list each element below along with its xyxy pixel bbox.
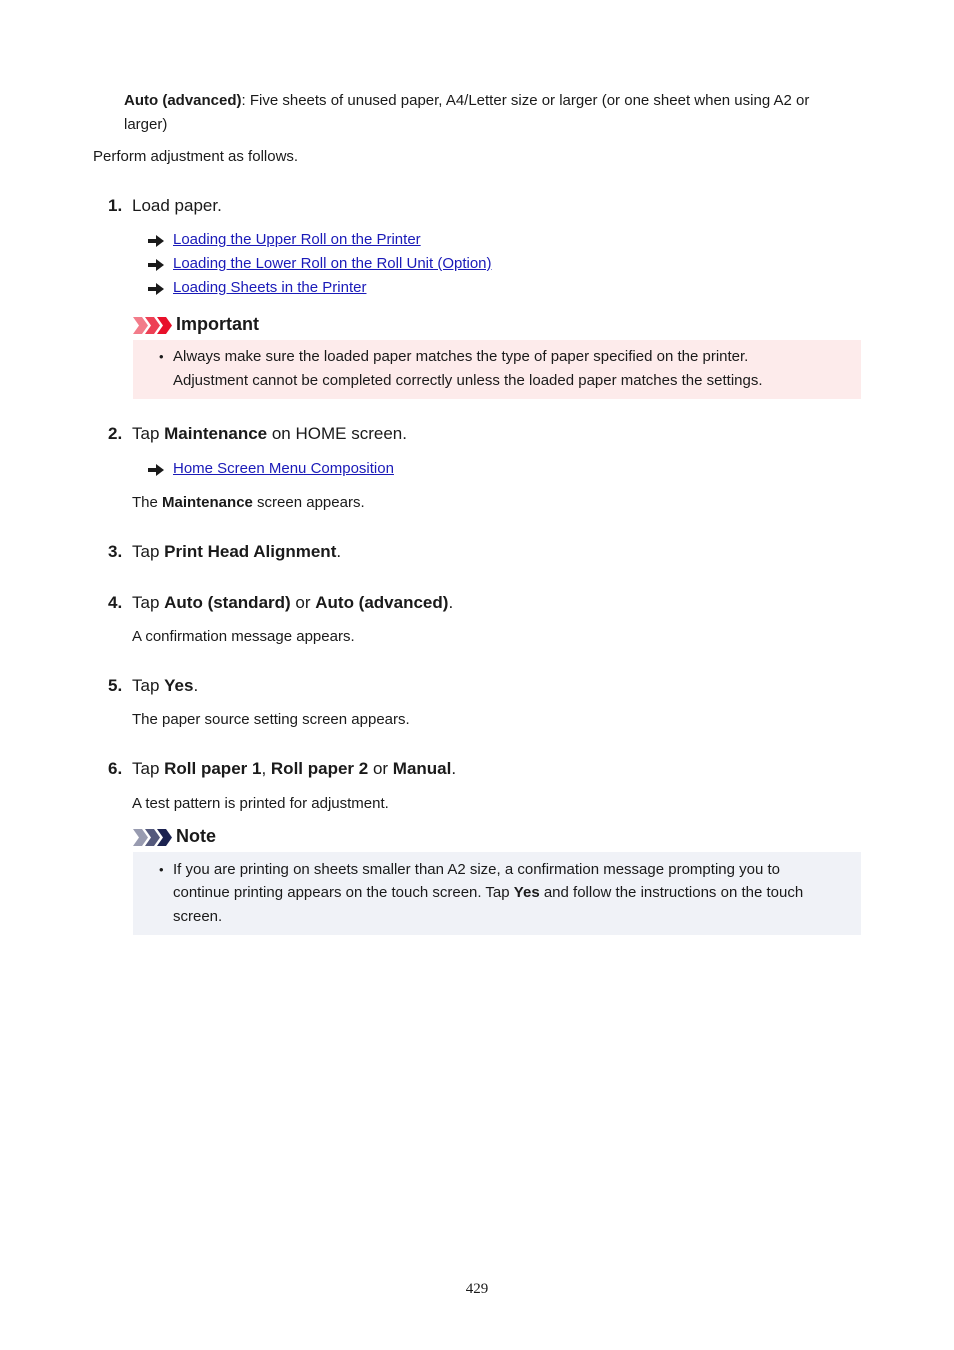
step-6-result: A test pattern is printed for adjustment. — [132, 795, 389, 812]
step-5-post: . — [193, 676, 199, 695]
step-5-result: The paper source setting screen appears. — [132, 711, 410, 728]
step-5-bold: Yes — [164, 676, 194, 695]
note-heading: Note — [176, 826, 216, 846]
intro-auto-advanced-line1 — [124, 89, 809, 113]
step-5-pre: Tap — [132, 676, 165, 695]
step-2-result-pre: The — [132, 494, 163, 511]
step-4-bold-2: Auto (advanced) — [315, 593, 449, 612]
step-3-bold: Print Head Alignment — [164, 542, 337, 561]
step-3-pre: Tap — [132, 542, 165, 561]
step-6-number: 6. — [108, 759, 123, 778]
note-line-3: screen. — [173, 908, 223, 925]
note-chevrons-icon — [133, 829, 173, 846]
step-6-text — [132, 759, 456, 779]
intro-auto-advanced-label: Auto (advanced) — [124, 92, 242, 109]
note-line-2-pre: continue printing appears on the touch screen. Tap — [173, 884, 514, 901]
step-6-post: . — [451, 759, 457, 778]
link-lower-roll[interactable]: Loading the Lower Roll on the Roll Unit (Option) — [173, 255, 492, 272]
step-6-sep-1: , — [261, 759, 271, 778]
step-6-sep-2: or — [368, 759, 393, 778]
step-2-result-post: screen appears. — [252, 494, 365, 511]
step-3-text — [132, 542, 341, 562]
step-2-text — [132, 424, 407, 444]
important-heading: Important — [176, 314, 259, 334]
important-box — [133, 340, 861, 399]
step-3-number: 3. — [108, 542, 123, 561]
step-4-mid: or — [290, 593, 316, 612]
link-sheets[interactable]: Loading Sheets in the Printer — [173, 279, 367, 296]
step-5-text — [132, 676, 198, 696]
note-line-1: If you are printing on sheets smaller than A2 size, a confirmation message prompting you to — [173, 861, 780, 878]
arrow-right-icon — [148, 464, 164, 476]
note-line-2-post: and follow the instructions on the touch — [539, 884, 804, 901]
perform-text: Perform adjustment as follows. — [93, 148, 299, 165]
step-2-number: 2. — [108, 424, 123, 443]
step-2-result — [132, 491, 365, 515]
step-1-number: 1. — [108, 196, 123, 215]
page-number: 429 — [465, 1281, 489, 1297]
step-4-bold-1: Auto (standard) — [164, 593, 291, 612]
step-4-text — [132, 593, 453, 613]
intro-auto-advanced-line2: larger) — [124, 116, 168, 133]
arrow-right-icon — [148, 259, 164, 271]
step-4-pre: Tap — [132, 593, 165, 612]
note-box — [133, 852, 861, 935]
step-4-number: 4. — [108, 593, 123, 612]
step-5-number: 5. — [108, 676, 123, 695]
important-chevrons-icon — [133, 317, 173, 334]
note-line-2 — [173, 881, 803, 905]
step-2-bold: Maintenance — [164, 424, 268, 443]
note-line-2-bold: Yes — [513, 884, 540, 901]
step-6-bold-3: Manual — [392, 759, 452, 778]
arrow-right-icon — [148, 283, 164, 295]
step-6-bold-2: Roll paper 2 — [270, 759, 369, 778]
step-4-post: . — [448, 593, 454, 612]
important-line-2: Adjustment cannot be completed correctly unless the loaded paper matches the settings. — [173, 372, 763, 389]
step-6-bold-1: Roll paper 1 — [164, 759, 262, 778]
link-upper-roll[interactable]: Loading the Upper Roll on the Printer — [173, 231, 421, 248]
step-2-result-bold: Maintenance — [162, 494, 253, 511]
step-2-post: on HOME screen. — [267, 424, 407, 443]
note-bullet: • — [159, 862, 164, 877]
step-4-result: A confirmation message appears. — [132, 628, 355, 645]
step-2-pre: Tap — [132, 424, 165, 443]
step-6-pre: Tap — [132, 759, 165, 778]
intro-auto-advanced-text: : Five sheets of unused paper, A4/Letter size or larger (or one sheet when using A2 or — [241, 92, 810, 109]
important-bullet: • — [159, 349, 164, 364]
step-1-text: Load paper. — [132, 196, 222, 215]
link-home-screen[interactable]: Home Screen Menu Composition — [173, 460, 394, 477]
arrow-right-icon — [148, 235, 164, 247]
step-3-post: . — [336, 542, 342, 561]
important-line-1: Always make sure the loaded paper matches the type of paper specified on the printer. — [173, 348, 749, 365]
